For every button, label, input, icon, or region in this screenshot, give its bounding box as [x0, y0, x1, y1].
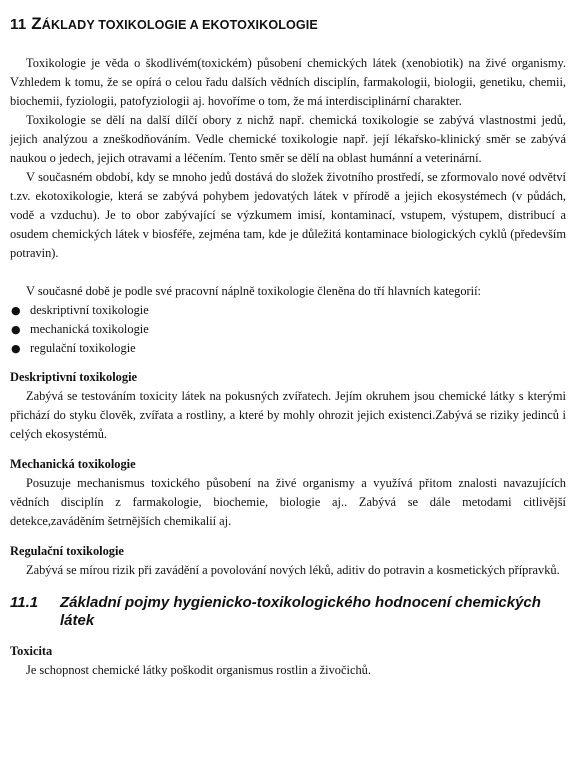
section-title — [10, 594, 566, 630]
descriptive-heading: Deskriptivní toxikologie — [10, 370, 138, 384]
intro-paragraph-4: V současné době je podle své pracovní náplně toxikologie členěna do tří hlavních kategorií: — [26, 284, 481, 298]
toxicity-heading: Toxicita — [10, 644, 53, 658]
list-item — [10, 320, 566, 339]
list-item-label: regulační toxikologie — [30, 341, 136, 355]
section-number: 11.1 — [10, 594, 39, 611]
regulatory-heading: Regulační toxikologie — [10, 544, 124, 558]
regulatory-paragraph: Zabývá se mírou rizik při zavádění a povolování nových léků, aditiv do potravin a kosmetických přípravků. — [26, 563, 560, 577]
intro-paragraph-1: Toxikologie je věda o škodlivém(toxickém) působení chemických látek (xenobiotik) na živé organismy. Vzhledem k tomu, že se opírá o celou řadu dalších vědních disciplín, farmakologii, biologii, genetiku, chemii, biochemii, fyziologii, patofyziologii aj. hovoříme o tom, že má interdisciplinární charakter. — [10, 56, 566, 108]
descriptive-paragraph: Zabývá se testováním toxicity látek na pokusných zvířatech. Jejím okruhem jsou chemické látky s kterými přichází do styku člověk, zvířata a rostliny, a které by mohly ohrozit jejich existenci.Zabývá se riziky jedinců i celých ekosystémů. — [10, 389, 566, 441]
list-item — [10, 301, 566, 320]
section-title-text: Základní pojmy hygienicko-toxikologického hodnocení chemických látek — [60, 594, 541, 629]
chapter-title-text: ZÁKLADY TOXIKOLOGIE A EKOTOXIKOLOGIE — [31, 14, 318, 33]
spacer — [10, 263, 566, 282]
mechanical-heading: Mechanická toxikologie — [10, 457, 136, 471]
mechanical-paragraph: Posuzuje mechanismus toxického působení na živé organismy a využívá přitom znalosti navazujících vědních disciplín z farmakologie, biochemie, biologie aj.. Zabývá se dále metodami citlivější detekce,zaváděním šetrnějších chemikalií aj. — [10, 476, 566, 528]
list-item — [10, 339, 566, 358]
bullet-icon: ● — [11, 342, 21, 355]
chapter-number: 11 — [10, 16, 27, 33]
list-item-label: deskriptivní toxikologie — [30, 303, 149, 317]
list-item-label: mechanická toxikologie — [30, 322, 149, 336]
intro-paragraph-3: V současném období, kdy se mnoho jedů dostává do složek životního prostředí, se zformovalo nové odvětví t.zv. ekotoxikologie, která se zabývá pohybem jedovatých látek v přírodě a jejich ekosystémech (v půdách, vodě a vzduchu). Je to obor zabývající se výzkumem imisí, kontaminací, vstupem, výstupem, distribucí a osudem chemických látek v biosféře, zejména tam, kde je důležitá kontaminace biologických cyklů (především potravin). — [10, 170, 566, 260]
category-list — [10, 301, 566, 358]
bullet-icon: ● — [11, 304, 21, 317]
toxicity-paragraph: Je schopnost chemické látky poškodit organismus rostlin a živočichů. — [26, 663, 371, 677]
chapter-title — [10, 14, 566, 35]
bullet-icon: ● — [11, 323, 21, 336]
intro-paragraph-2: Toxikologie se dělí na další dílčí obory z nichž např. chemická toxikologie se zabývá vlastnostmi jedů, jejich analýzou a zneškodňováním. Vedle chemické toxikologie např. její lékařsko-klinický směr se zabývá naukou o jedech, jejich otravami a léčením. Tento směr se dělí na oblast humánní a veterinární. — [10, 113, 566, 165]
